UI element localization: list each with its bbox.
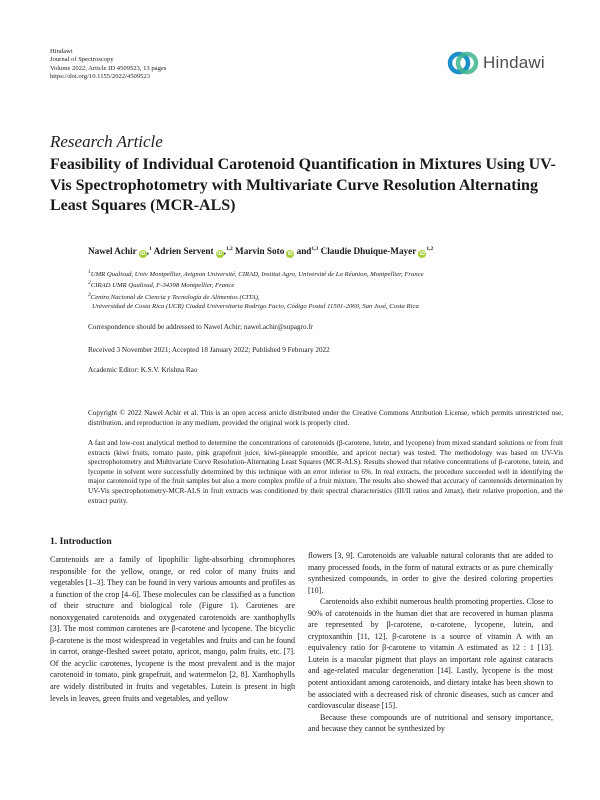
orcid-icon[interactable]: iD [217,251,223,258]
body-paragraph: Carotenoids also exhibit numerous health promoting properties. Close to 90% of carotenoids in the human diet that are recovered in human plasma are represented by β-carotene, α-carotene, lycopene, lutein, and cryptoxanthin [11, 12]. β-carotene is a source of vitamin A with an equivalency ratio for β-carotene to vitamin A estimated as 12 : 1 [13]. Lutein is a macular pigment that plays an important role against cataracts and age-related macular degeneration [14]. Lastly, lycopene is the most potent antioxidant among carotenoids, and dietary intake has been shown to be associated with a decreased risk of chronic diseases, such as cancer and cardiovascular disease [15]. [308,597,553,711]
author-affiliation-marker: 1,2 [225,246,233,252]
hindawi-logo[interactable] [447,47,557,79]
abstract: A fast and low-cost analytical method to determine the concentrations of carotenoids (β-carotene, lutein, and lycopene) from mixed standard solutions or from fruit extracts (kiwi fruits, tomato paste, pink grapefruit juice, kiwi-pineapple smoothie, and apricot nectar) was tested. The methodology was based on UV-Vis spectrophotometry and Multivariate Curve Resolution-Alternating Least Squares (MCR-ALS). Results showed that relative concentrations of β-carotene, lutein, and lycopene in solvent were successfully determined by this technique with an error inferior to 6%. In real extracts, the procedure succeeded well in identifying the major carotenoid type of the fruit samples but also a more complex profile of a fruit mixture. The results also showed that accuracy of carotenoids determination by UV-Vis spectrophotometry-MCR-ALS in fruit extracts was conditioned by their spectral characteristics (III/II ratios and λmax), their relative proportion, and the extract purity. [88,439,563,505]
affiliation-line: Universidad de Costa Rica (UCR) Ciudad Universitaria Rodrigo Facio, Código Postal 11501-2060, San José, Costa Rica [92,303,419,311]
copyright-notice: Copyright © 2022 Nawel Achir et al. This is an open access article distributed under the Creative Commons Attribution License, which permits unrestricted use, distribution, and reproduction in any medium, provided the original work is properly cited. [88,409,563,427]
affiliations [88,268,568,312]
section-title: 1. Introduction [50,536,112,547]
article-title: Feasibility of Individual Carotenoid Quantification in Mixtures Using UV-Vis Spectrophotometry with Multivariate Curve Resolution Alternating Least Squares (MCR-ALS) [50,156,556,214]
author-separator: , [146,246,150,257]
author-affiliation-marker: 1,2 [426,246,434,252]
doi-link[interactable]: https://doi.org/10.1155/2022/4509523 [50,73,151,81]
publisher-name: Hindawi [50,48,73,55]
correspondence: Correspondence should be addressed to Nawel Achir; nawel.achir@supagro.fr [88,323,314,331]
author-list [88,246,568,258]
affiliation-line: $^3$Centro Nacional de Ciencia y Tecnología de Alimentos (CITA), [88,291,260,302]
volume-line: Volume 2022, Article ID 4509523, 13 pages [50,64,167,72]
publication-dates: Received 3 November 2021; Accepted 18 January 2022; Published 9 February 2022 [88,346,330,354]
author-name: Marvin Soto [235,246,285,257]
author-affiliation-marker: 1,3 [311,246,319,252]
intro-right-column [308,550,553,735]
article-type: Research Article [50,132,163,151]
author-separator: , [223,246,226,257]
author-name: Claudie Dhuique-Mayer [320,246,417,257]
affiliation-line: $^1$UMR Qualisud, Univ Montpellier, Avignon Université, CIRAD, Institut Agro, Université de La Réunion, Montpellier, France [88,269,424,279]
orcid-icon[interactable]: iD [140,251,146,258]
journal-info [50,48,166,82]
body-paragraph: Because these compounds are of nutritional and sensory importance, and because they cannot be synthesized by [308,712,553,734]
author-separator: and [294,246,312,257]
orcid-icon[interactable]: iD [419,251,425,258]
body-paragraph: flowers [3, 9]. Carotenoids are valuable natural colorants that are added to many processed foods, in the form of natural extracts or as pure chemically synthesized compounds, in order to give the desired coloring properties [10]. [308,551,553,595]
author-name: Nawel Achir [88,246,137,257]
academic-editor: Academic Editor: K.S.V. Krishna Rao [88,366,198,374]
journal-name: Journal of Spectroscopy [50,56,114,64]
orcid-icon[interactable]: iD [287,251,293,258]
intro-left-column [50,554,295,704]
author-name: Adrien Servent [153,246,214,257]
hindawi-logo-icon [447,47,479,79]
logo-text: Hindawi [483,53,545,72]
author-affiliation-marker: 1 [149,246,152,252]
affiliation-line: $^2$CIRAD UMR Qualisud, F-34398 Montpellier, France [88,280,235,290]
body-paragraph: Carotenoids are a family of lipophilic light-absorbing chromophores responsible for the yellow, orange, or red color of many fruits and vegetables [1–3]. They can be found in very various amounts and profiles as a function of the crop [4–6]. These molecules can be classified as a function of their structure and biological role (Figure 1). Carotenes are nonoxygenated carotenoids and oxygenated carotenoids are xanthophylls [3]. The most common carotenes are β-carotene and lycopene. The bicyclic β-carotene is the most widespread in vegetables and fruits and can be found in carrot, orange-fleshed sweet potato, apricot, mango, palm fruits, etc. [7]. Of the acyclic carotenes, lycopene is the most prevalent and is the major carotenoid in tomato, pink grapefruit, and watermelon [2, 8]. Xanthophylls are widely distributed in fruits and vegetables. Lutein is present in high levels in leaves, green fruits and vegetables, and yellow [50,555,295,703]
